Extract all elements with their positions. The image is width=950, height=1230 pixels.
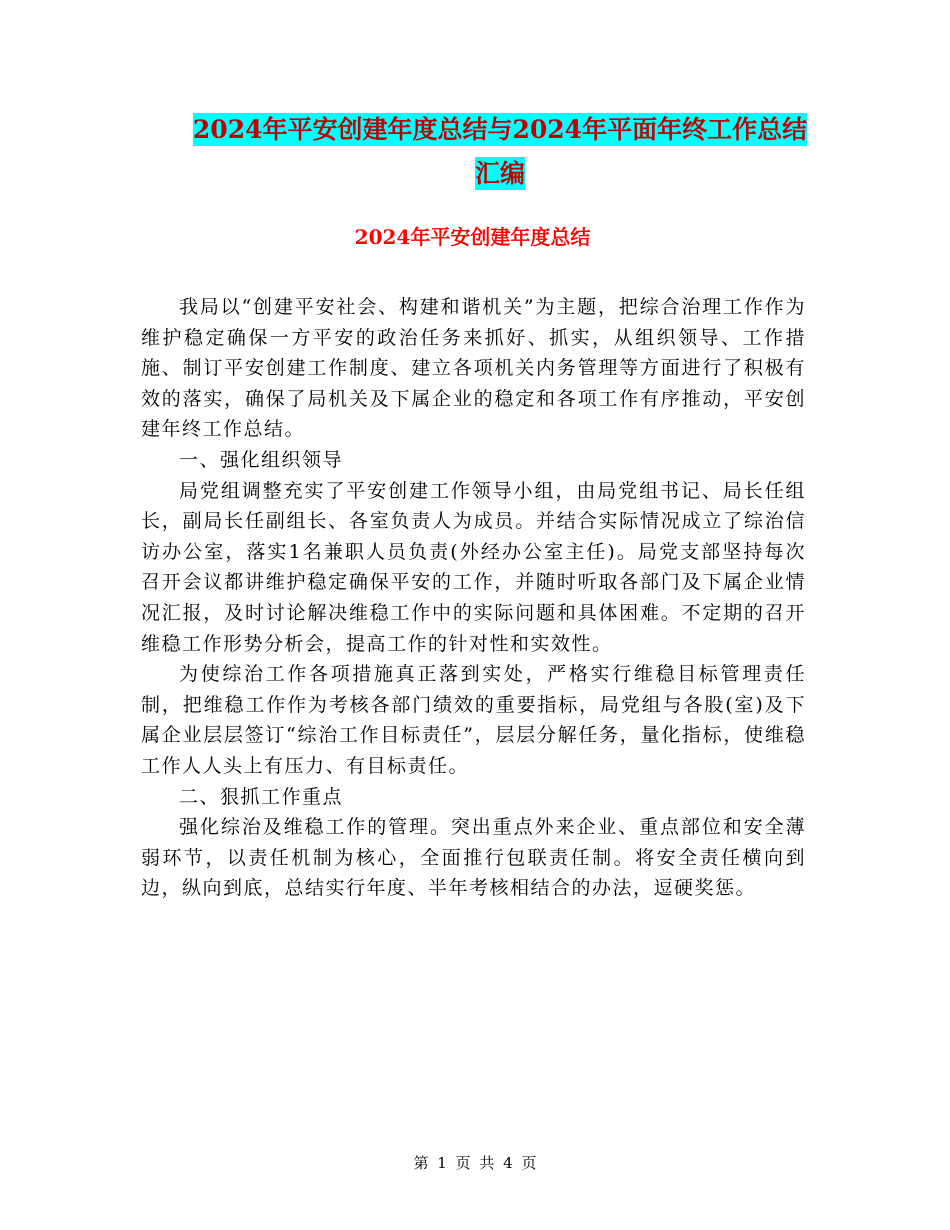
paragraph-intro: 我局以“创建平安社会、构建和谐机关”为主题，把综合治理工作作为维护稳定确保一方平安的政治任务来抓好、抓实，从组织领导、工作措施、制订平安创建工作制度、建立各项机关内务管理等方面进行了积极有效的落实，确保了局机关及下属企业的稳定和各项工作有序推动，平安创建年终工作总结。	[141, 296, 806, 441]
document-title	[140, 108, 860, 196]
heading-key-work: 二、狠抓工作重点	[179, 785, 344, 808]
paragraph-responsibility-system: 为使综治工作各项措施真正落到实处，严格实行维稳目标管理责任制，把维稳工作作为考核各部门绩效的重要指标，局党组与各股(室)及下属企业层层签订“综治工作目标责任”，层层分解任务，量化指标，使维稳工作人人头上有压力、有目标责任。	[141, 663, 806, 777]
paragraph-management: 强化综治及维稳工作的管理。突出重点外来企业、重点部位和安全薄弱环节，以责任机制为核心，全面推行包联责任制。将安全责任横向到边，纵向到底，总结实行年度、半年考核相结合的办法，逗硬奖惩。	[141, 816, 806, 900]
page-number-footer: 第 1 页 共 4 页	[413, 1154, 537, 1172]
section-title: 2024年平安创建年度总结	[354, 225, 591, 249]
heading-strengthen-leadership: 一、强化组织领导	[179, 448, 344, 471]
document-title-line-1: 2024年平安创建年度总结与2024年平面年终工作总结	[192, 115, 808, 144]
document-body	[141, 292, 806, 904]
document-title-line-2: 汇编	[474, 159, 525, 188]
paragraph-leadership-group: 局党组调整充实了平安创建工作领导小组，由局党组书记、局长任组长，副局长任副组长、各室负责人为成员。并结合实际情况成立了综治信访办公室，落实1名兼职人员负责(外经办公室主任)。局党支部坚持每次召开会议都讲维护稳定确保平安的工作，并随时听取各部门及下属企业情况汇报，及时讨论解决维稳工作中的实际问题和具体困难。不定期的召开维稳工作形势分析会，提高工作的针对性和实效性。	[141, 479, 806, 655]
